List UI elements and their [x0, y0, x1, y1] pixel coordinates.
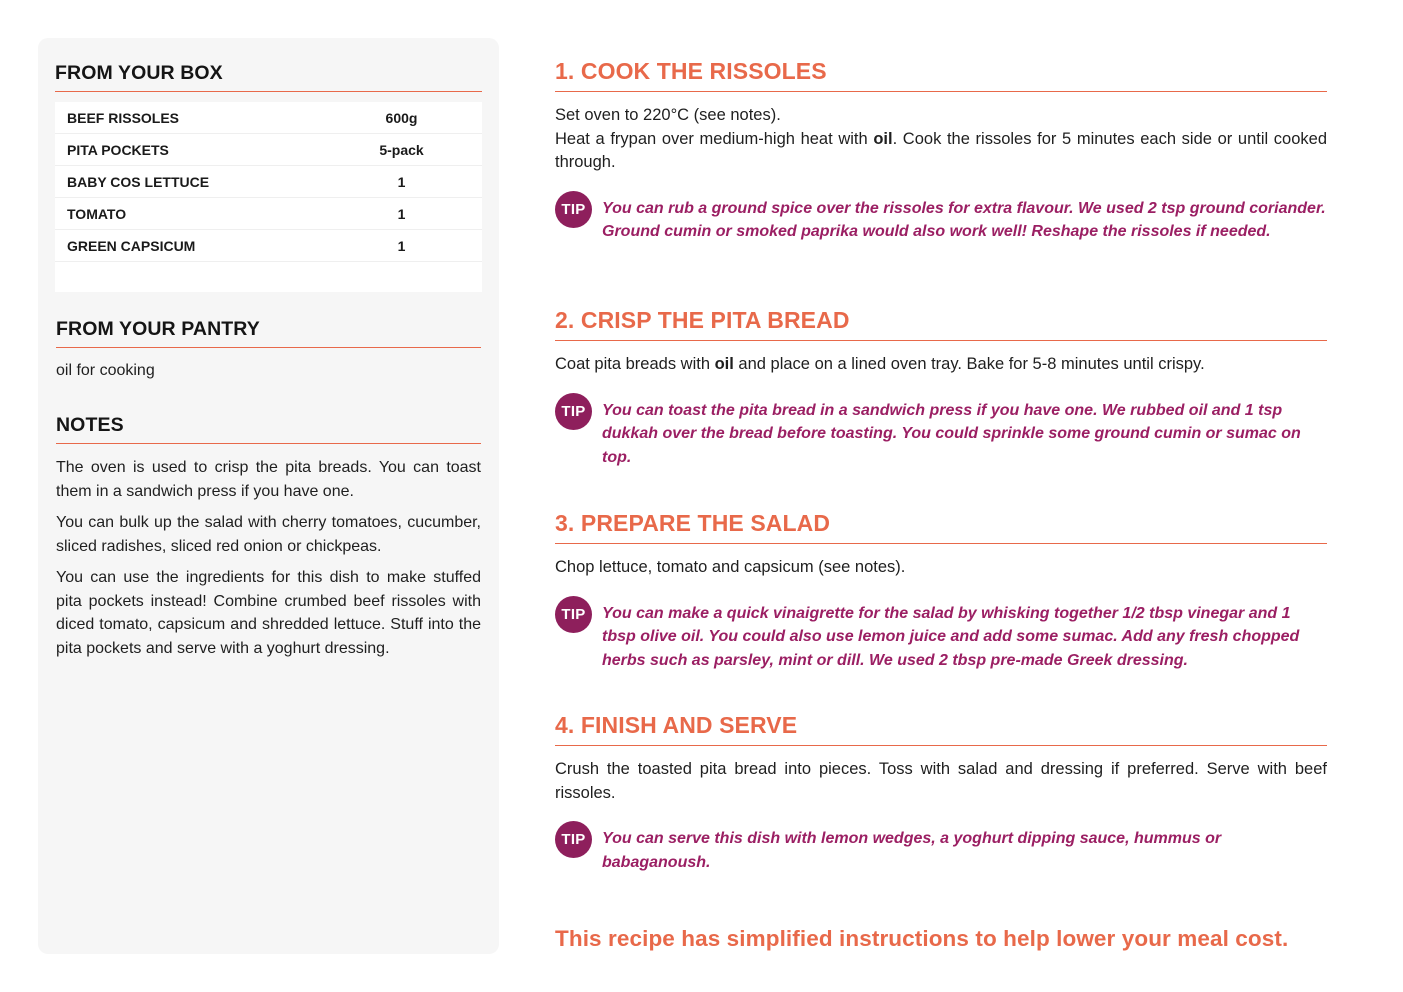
ingredients-table: [55, 102, 482, 292]
tip-block: [555, 393, 1327, 470]
ingredient-name: BEEF RISSOLES: [67, 109, 180, 126]
tip-badge: TIP: [555, 191, 592, 228]
step-title: 4. FINISH AND SERVE: [555, 712, 1327, 746]
ingredient-qty: 1: [397, 237, 406, 254]
from-your-pantry-section: [56, 318, 481, 380]
step-2: [555, 307, 1327, 469]
step-body: Crush the toasted pita bread into pieces. Toss with salad and dressing if preferred. Serve with beef rissoles.: [555, 760, 1327, 802]
tip-block: [555, 191, 1327, 244]
step-body-text: . Cook the rissoles for 5 minutes each side or until cooked through.: [555, 129, 1328, 171]
tip-text: You can rub a ground spice over the rissoles for extra flavour. We used 2 tsp ground coriander. Ground cumin or smoked paprika would also work well! Reshape the rissoles if needed.: [602, 199, 1326, 240]
step-3: [555, 510, 1327, 672]
ingredient-row: [55, 134, 482, 166]
step-body-text: Heat a frypan over medium-high heat with: [555, 129, 874, 148]
note-paragraph: You can bulk up the salad with cherry tomatoes, cucumber, sliced radishes, sliced red onion or chickpeas.: [56, 514, 481, 555]
tip-text: You can toast the pita bread in a sandwich press if you have one. We rubbed oil and 1 tsp dukkah over the bread before toasting. You could sprinkle some ground cumin or sumac on top.: [602, 401, 1301, 466]
ingredient-qty: 1: [397, 205, 406, 222]
footer-note: This recipe has simplified instructions to help lower your meal cost.: [555, 926, 1289, 951]
step-body: Chop lettuce, tomato and capsicum (see notes).: [555, 558, 906, 576]
ingredient-name: PITA POCKETS: [67, 141, 169, 158]
ingredient-qty: 5-pack: [379, 141, 424, 158]
notes-section: [56, 414, 481, 660]
step-1: [555, 58, 1327, 244]
from-your-box-heading: FROM YOUR BOX: [55, 62, 482, 92]
tip-block: [555, 596, 1327, 673]
tip-text: You can make a quick vinaigrette for the salad by whisking together 1/2 tbsp vinegar and 1 tbsp olive oil. You could also use lemon juice and add some sumac. Add any fresh chopped herbs such as parsley, mint or dill. We used 2 tbsp pre-made Greek dressing.: [602, 604, 1300, 669]
ingredient-row: [55, 230, 482, 262]
step-title: 1. COOK THE RISSOLES: [555, 58, 1327, 92]
step-body-bold: oil: [873, 129, 893, 148]
tip-badge: TIP: [555, 821, 592, 858]
from-your-box-section: [55, 62, 482, 292]
pantry-item: oil for cooking: [56, 362, 155, 379]
step-body: [555, 104, 1327, 175]
step-body-line: [555, 128, 1327, 175]
step-body: [555, 353, 1327, 377]
step-body-bold: oil: [714, 355, 734, 373]
step-title: 3. PREPARE THE SALAD: [555, 510, 1327, 544]
ingredient-row: [55, 102, 482, 134]
ingredient-qty: 600g: [385, 109, 418, 126]
ingredients-panel: [38, 38, 499, 954]
ingredient-name: TOMATO: [67, 205, 127, 222]
ingredient-name: GREEN CAPSICUM: [67, 237, 196, 254]
tip-block: [555, 821, 1327, 874]
step-body-text: Coat pita breads with: [555, 355, 715, 373]
tip-badge: TIP: [555, 596, 592, 633]
ingredient-qty: 1: [397, 173, 406, 190]
note-paragraph: You can use the ingredients for this dish to make stuffed pita pockets instead! Combine crumbed beef rissoles with diced tomato, capsicum and shredded lettuce. Stuff into the pita pockets and serve with a yoghurt dressing.: [56, 569, 481, 657]
note-paragraph: The oven is used to crisp the pita breads. You can toast them in a sandwich press if you have one.: [56, 459, 481, 500]
ingredient-name: BABY COS LETTUCE: [67, 173, 210, 190]
tip-text: You can serve this dish with lemon wedges, a yoghurt dipping sauce, hummus or babaganoush.: [602, 830, 1222, 871]
notes-heading: NOTES: [56, 414, 481, 444]
ingredient-row: [55, 198, 482, 230]
step-title: 2. CRISP THE PITA BREAD: [555, 307, 1327, 341]
step-body-line: Set oven to 220°C (see notes).: [555, 106, 781, 124]
ingredient-row: [55, 166, 482, 198]
step-4: [555, 712, 1327, 874]
from-your-pantry-heading: FROM YOUR PANTRY: [56, 318, 481, 348]
tip-badge: TIP: [555, 393, 592, 430]
step-body-text: and place on a lined oven tray. Bake for 5-8 minutes until crispy.: [733, 355, 1205, 373]
